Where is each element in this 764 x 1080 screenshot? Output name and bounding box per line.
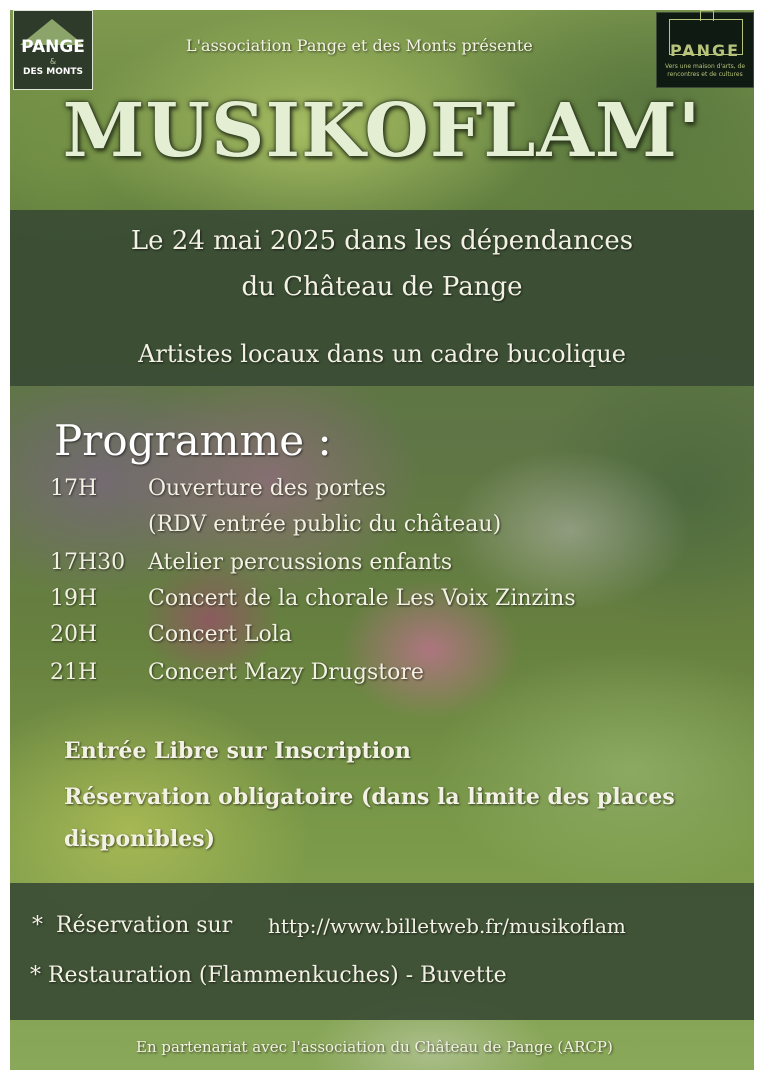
reservation-label: Réservation sur [56, 913, 233, 938]
pange-house-logo [656, 12, 754, 88]
programme-time: 17H30 [50, 550, 126, 575]
partner-footer: En partenariat avec l'association du Château de Pange (ARCP) [136, 1038, 613, 1056]
info-band-top [10, 210, 754, 386]
programme-label: Ouverture des portes [148, 476, 387, 501]
pange-des-monts-logo [13, 10, 93, 90]
programme-label: (RDV entrée public du château) [148, 512, 502, 537]
event-date-line-1: Le 24 mai 2025 dans les dépendances [130, 226, 634, 256]
reservation-bullet: * [32, 913, 43, 938]
entry-line-2: Réservation obligatoire (dans la limite des places [64, 784, 675, 810]
info-band-bottom [10, 883, 754, 1020]
logo-left-ampersand: & [49, 57, 57, 66]
logo-left-subtitle: DES MONTS [23, 67, 83, 77]
entry-line-3: disponibles) [64, 826, 216, 852]
presenter-line: L'association Pange et des Monts présente [186, 36, 533, 55]
logo-right-name: PANGE [669, 41, 741, 60]
event-title: MUSIKOFLAM' [62, 88, 702, 174]
food-info: * Restauration (Flammenkuches) - Buvette [30, 963, 507, 988]
programme-time: 20H [50, 622, 98, 647]
programme-time: 17H [50, 476, 98, 501]
entry-line-1: Entrée Libre sur Inscription [64, 738, 411, 764]
programme-label: Atelier percussions enfants [148, 550, 453, 575]
event-date-line-2: du Château de Pange [241, 272, 523, 302]
logo-left-name: PANGE [21, 37, 85, 57]
reservation-link[interactable]: http://www.billetweb.fr/musikoflam [268, 914, 626, 938]
programme-label: Concert Lola [148, 622, 292, 647]
programme-heading: Programme : [54, 416, 332, 465]
programme-time: 21H [50, 660, 98, 685]
programme-label: Concert Mazy Drugstore [148, 660, 424, 685]
event-tagline: Artistes locaux dans un cadre bucolique [138, 340, 626, 368]
programme-label: Concert de la chorale Les Voix Zinzins [148, 586, 576, 611]
poster [10, 10, 754, 1070]
programme-time: 19H [50, 586, 98, 611]
logo-right-tagline: Vers une maison d'arts, de rencontres et de cultures [664, 63, 746, 78]
